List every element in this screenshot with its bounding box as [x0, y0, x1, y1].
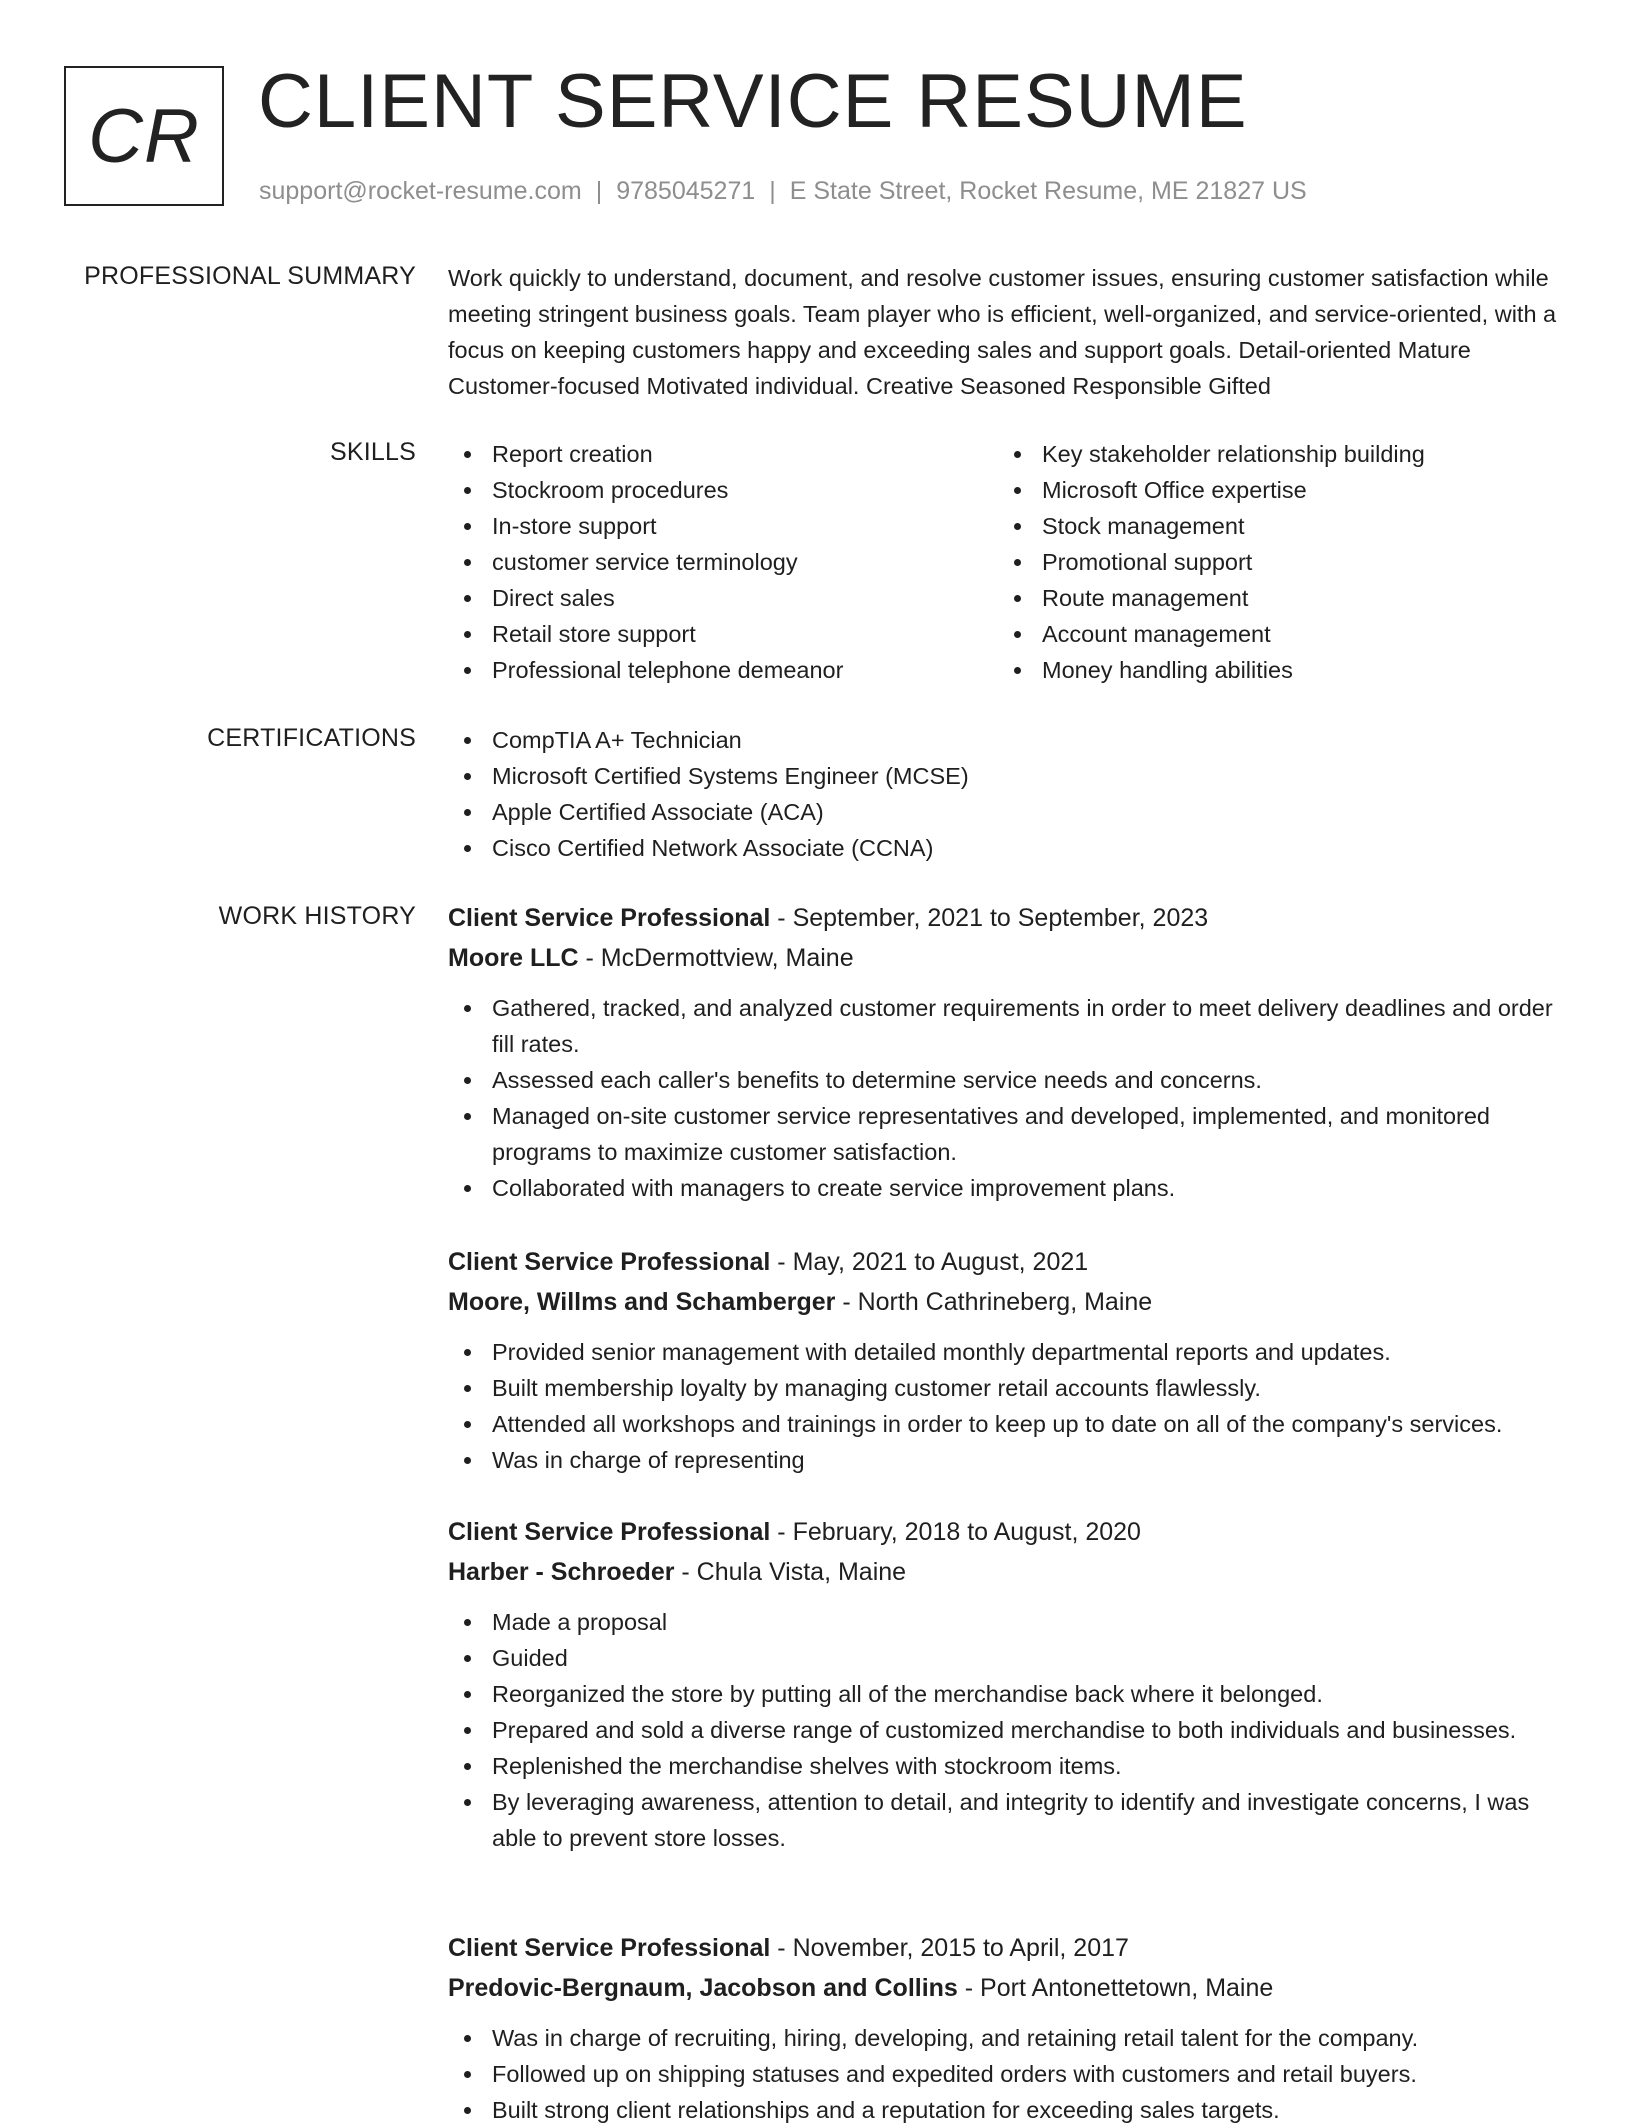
monogram-text: CR — [88, 93, 200, 179]
job-title: Client Service Professional — [448, 904, 771, 932]
job-location: - Chula Vista, Maine — [674, 1558, 907, 1586]
section-label-certifications: CERTIFICATIONS — [207, 724, 416, 752]
certifications-body — [448, 722, 1568, 866]
job-bullet: Guided — [448, 1640, 1568, 1676]
job-bullet: Followed up on shipping statuses and expedited orders with customers and retail buyers. — [448, 2056, 1568, 2092]
contact-line — [259, 176, 1307, 206]
skill-item: Retail store support — [448, 616, 998, 652]
job-entry — [448, 898, 1568, 1206]
skill-item: Account management — [998, 616, 1548, 652]
skill-item: Money handling abilities — [998, 652, 1548, 688]
summary-text: Work quickly to understand, document, and resolve customer issues, ensuring customer satisfaction while meeting stringent business goals. Team player who is efficient, well-organized, and service-oriented, with a focus on keeping customers happy and exceeding sales and support goals. Detail-oriented Mature Customer-focused Motivated individual. Creative Seasoned Responsible Gifted — [448, 265, 1557, 399]
section-label-skills: SKILLS — [330, 438, 416, 466]
job-entry — [448, 1928, 1568, 2128]
job-company: Predovic-Bergnaum, Jacobson and Collins — [448, 1974, 958, 2002]
contact-separator: | — [595, 177, 603, 205]
job-bullet: Collaborated with managers to create service improvement plans. — [448, 1170, 1568, 1206]
skill-item: In-store support — [448, 508, 998, 544]
job-dates: - September, 2021 to September, 2023 — [770, 904, 1209, 932]
job-title: Client Service Professional — [448, 1248, 771, 1276]
job-title-line — [448, 1928, 1568, 1968]
certification-item: Microsoft Certified Systems Engineer (MCSE) — [448, 758, 1568, 794]
job-company: Moore, Willms and Schamberger — [448, 1288, 836, 1316]
job-bullet: Made a proposal — [448, 1604, 1568, 1640]
certification-item: CompTIA A+ Technician — [448, 722, 1568, 758]
job-dates: - May, 2021 to August, 2021 — [770, 1248, 1089, 1276]
job-entry — [448, 1242, 1568, 1478]
skill-item: Professional telephone demeanor — [448, 652, 998, 688]
job-bullet: Provided senior management with detailed monthly departmental reports and updates. — [448, 1334, 1568, 1370]
skill-item: customer service terminology — [448, 544, 998, 580]
contact-phone: 9785045271 — [616, 177, 756, 205]
skills-body — [448, 436, 1568, 688]
job-bullet: Gathered, tracked, and analyzed customer requirements in order to meet delivery deadlines and order fill rates. — [448, 990, 1568, 1062]
section-label-work-history: WORK HISTORY — [218, 902, 416, 930]
job-bullet: Reorganized the store by putting all of the merchandise back where it belonged. — [448, 1676, 1568, 1712]
job-company-line — [448, 938, 1568, 978]
job-company-line — [448, 1968, 1568, 2008]
job-bullet: Prepared and sold a diverse range of customized merchandise to both individuals and businesses. — [448, 1712, 1568, 1748]
skills-list-left — [448, 436, 998, 688]
job-bullet: Managed on-site customer service representatives and developed, implemented, and monitored programs to maximize customer satisfaction. — [448, 1098, 1568, 1170]
skills-list-right — [998, 436, 1548, 688]
summary-body — [448, 260, 1564, 404]
job-bullet: Assessed each caller's benefits to determine service needs and concerns. — [448, 1062, 1568, 1098]
job-title-line — [448, 898, 1568, 938]
job-bullet: By leveraging awareness, attention to detail, and integrity to identify and investigate concerns, I was able to prevent store losses. — [448, 1784, 1568, 1856]
job-dates: - February, 2018 to August, 2020 — [770, 1518, 1141, 1546]
job-dates: - November, 2015 to April, 2017 — [770, 1934, 1129, 1962]
job-location: - McDermottview, Maine — [578, 944, 854, 972]
skill-item: Microsoft Office expertise — [998, 472, 1548, 508]
section-label-summary: PROFESSIONAL SUMMARY — [84, 262, 416, 290]
certification-item: Cisco Certified Network Associate (CCNA) — [448, 830, 1568, 866]
certification-item: Apple Certified Associate (ACA) — [448, 794, 1568, 830]
job-location: - North Cathrineberg, Maine — [835, 1288, 1153, 1316]
skill-item: Route management — [998, 580, 1548, 616]
job-title: Client Service Professional — [448, 1518, 771, 1546]
job-location: - Port Antonettetown, Maine — [957, 1974, 1274, 2002]
contact-separator: | — [769, 177, 776, 205]
job-bullet: Attended all workshops and trainings in order to keep up to date on all of the company's services. — [448, 1406, 1568, 1442]
resume-title: CLIENT SERVICE RESUME — [258, 59, 1248, 144]
contact-email: support@rocket-resume.com — [259, 177, 582, 205]
job-title-line — [448, 1242, 1568, 1282]
job-bullets — [448, 1604, 1568, 1856]
job-company: Harber - Schroeder — [448, 1558, 675, 1586]
skill-item: Report creation — [448, 436, 998, 472]
certifications-list — [448, 722, 1568, 866]
job-company-line — [448, 1282, 1568, 1322]
job-bullets — [448, 1334, 1568, 1478]
skill-item: Direct sales — [448, 580, 998, 616]
job-bullet: Was in charge of representing — [448, 1442, 1568, 1478]
monogram-logo — [64, 66, 224, 206]
job-company-line — [448, 1552, 1568, 1592]
skill-item: Key stakeholder relationship building — [998, 436, 1548, 472]
skill-item: Stockroom procedures — [448, 472, 998, 508]
job-bullet: Built membership loyalty by managing customer retail accounts flawlessly. — [448, 1370, 1568, 1406]
job-bullets — [448, 990, 1568, 1206]
job-bullet: Replenished the merchandise shelves with stockroom items. — [448, 1748, 1568, 1784]
job-title: Client Service Professional — [448, 1934, 771, 1962]
job-entry — [448, 1512, 1568, 1856]
skill-item: Promotional support — [998, 544, 1548, 580]
contact-address: E State Street, Rocket Resume, ME 21827 US — [789, 177, 1307, 205]
job-bullet: Was in charge of recruiting, hiring, developing, and retaining retail talent for the company. — [448, 2020, 1568, 2056]
skill-item: Stock management — [998, 508, 1548, 544]
job-bullet: Built strong client relationships and a reputation for exceeding sales targets. — [448, 2092, 1568, 2128]
job-company: Moore LLC — [448, 944, 579, 972]
job-title-line — [448, 1512, 1568, 1552]
